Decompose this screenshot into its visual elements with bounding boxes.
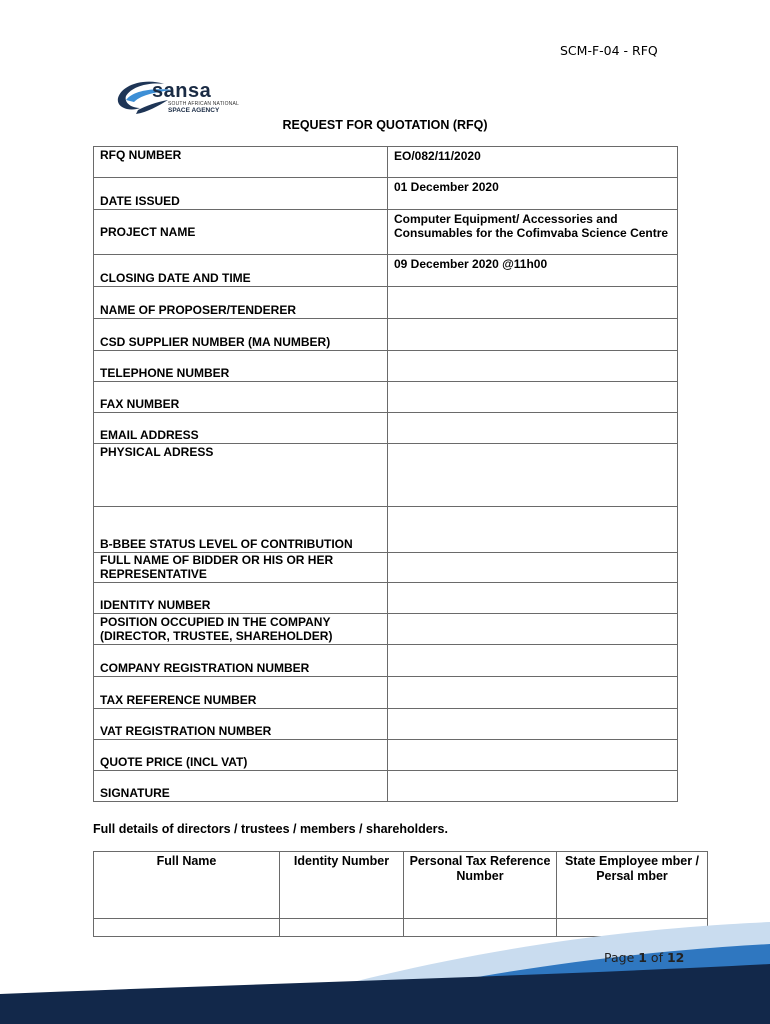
row-label: TAX REFERENCE NUMBER (94, 677, 388, 709)
row-label: CLOSING DATE AND TIME (94, 255, 388, 287)
row-label: IDENTITY NUMBER (94, 583, 388, 614)
row-label: B-BBEE STATUS LEVEL OF CONTRIBUTION (94, 507, 388, 553)
table-row (94, 351, 678, 382)
row-value: 09 December 2020 @11h00 (388, 255, 678, 287)
table-row (94, 319, 678, 351)
table-row (94, 553, 678, 583)
table-row (94, 677, 678, 709)
row-value[interactable] (388, 553, 678, 583)
row-value[interactable] (388, 677, 678, 709)
logo-subtitle-line2: SPACE AGENCY (168, 107, 220, 114)
footer-navy-band (0, 964, 770, 1024)
row-value[interactable] (388, 444, 678, 507)
row-label: PROJECT NAME (94, 210, 388, 255)
row-value[interactable] (388, 645, 678, 677)
row-label: POSITION OCCUPIED IN THE COMPANY (DIRECTOR, TRUSTEE, SHAREHOLDER) (94, 614, 388, 645)
table-row (94, 583, 678, 614)
row-label: FAX NUMBER (94, 382, 388, 413)
footer-swoosh (0, 918, 770, 1024)
row-label: EMAIL ADDRESS (94, 413, 388, 444)
table-row (94, 614, 678, 645)
row-label: RFQ NUMBER (94, 147, 388, 178)
row-label: PHYSICAL ADRESS (94, 444, 388, 507)
column-header-identity-number: Identity Number (280, 852, 404, 919)
column-header-state-employee: State Employee mber / Persal mber (557, 852, 708, 919)
table-row (94, 507, 678, 553)
row-value[interactable] (388, 507, 678, 553)
row-value[interactable] (388, 709, 678, 740)
page-number: Page 1 of 12 (604, 950, 685, 965)
row-value: Computer Equipment/ Accessories and Consumables for the Cofimvaba Science Centre (388, 210, 678, 255)
row-value[interactable] (388, 771, 678, 802)
row-value[interactable] (388, 287, 678, 319)
table-header-row (94, 852, 708, 919)
row-label: QUOTE PRICE (INCL VAT) (94, 740, 388, 771)
table-row (94, 287, 678, 319)
row-label: SIGNATURE (94, 771, 388, 802)
row-value: 01 December 2020 (388, 178, 678, 210)
column-header-full-name: Full Name (94, 852, 280, 919)
row-value[interactable] (388, 351, 678, 382)
directors-heading: Full details of directors / trustees / members / shareholders. (93, 822, 448, 836)
table-row (94, 178, 678, 210)
row-label: NAME OF PROPOSER/TENDERER (94, 287, 388, 319)
row-value: EO/082/11/2020 (388, 147, 678, 178)
row-value[interactable] (388, 319, 678, 351)
table-row (94, 413, 678, 444)
sansa-logo (116, 76, 256, 120)
row-label: COMPANY REGISTRATION NUMBER (94, 645, 388, 677)
row-value[interactable] (388, 583, 678, 614)
row-label: TELEPHONE NUMBER (94, 351, 388, 382)
column-header-tax-reference: Personal Tax Reference Number (404, 852, 557, 919)
table-row (94, 210, 678, 255)
row-value[interactable] (388, 382, 678, 413)
table-row (94, 740, 678, 771)
table-row (94, 645, 678, 677)
row-label: DATE ISSUED (94, 178, 388, 210)
row-label: VAT REGISTRATION NUMBER (94, 709, 388, 740)
table-row (94, 709, 678, 740)
table-row (94, 382, 678, 413)
table-row (94, 255, 678, 287)
rfq-details-table (93, 146, 678, 802)
table-row (94, 147, 678, 178)
logo-subtitle-line1: SOUTH AFRICAN NATIONAL (168, 101, 239, 107)
row-value[interactable] (388, 413, 678, 444)
table-row (94, 444, 678, 507)
table-row (94, 771, 678, 802)
row-label: FULL NAME OF BIDDER OR HIS OR HER REPRESENTATIVE (94, 553, 388, 583)
row-value[interactable] (388, 614, 678, 645)
row-label: CSD SUPPLIER NUMBER (MA NUMBER) (94, 319, 388, 351)
document-code: SCM-F-04 - RFQ (560, 43, 658, 58)
logo-wordmark: sansa (152, 80, 212, 102)
row-value[interactable] (388, 740, 678, 771)
page-title: REQUEST FOR QUOTATION (RFQ) (282, 118, 488, 132)
